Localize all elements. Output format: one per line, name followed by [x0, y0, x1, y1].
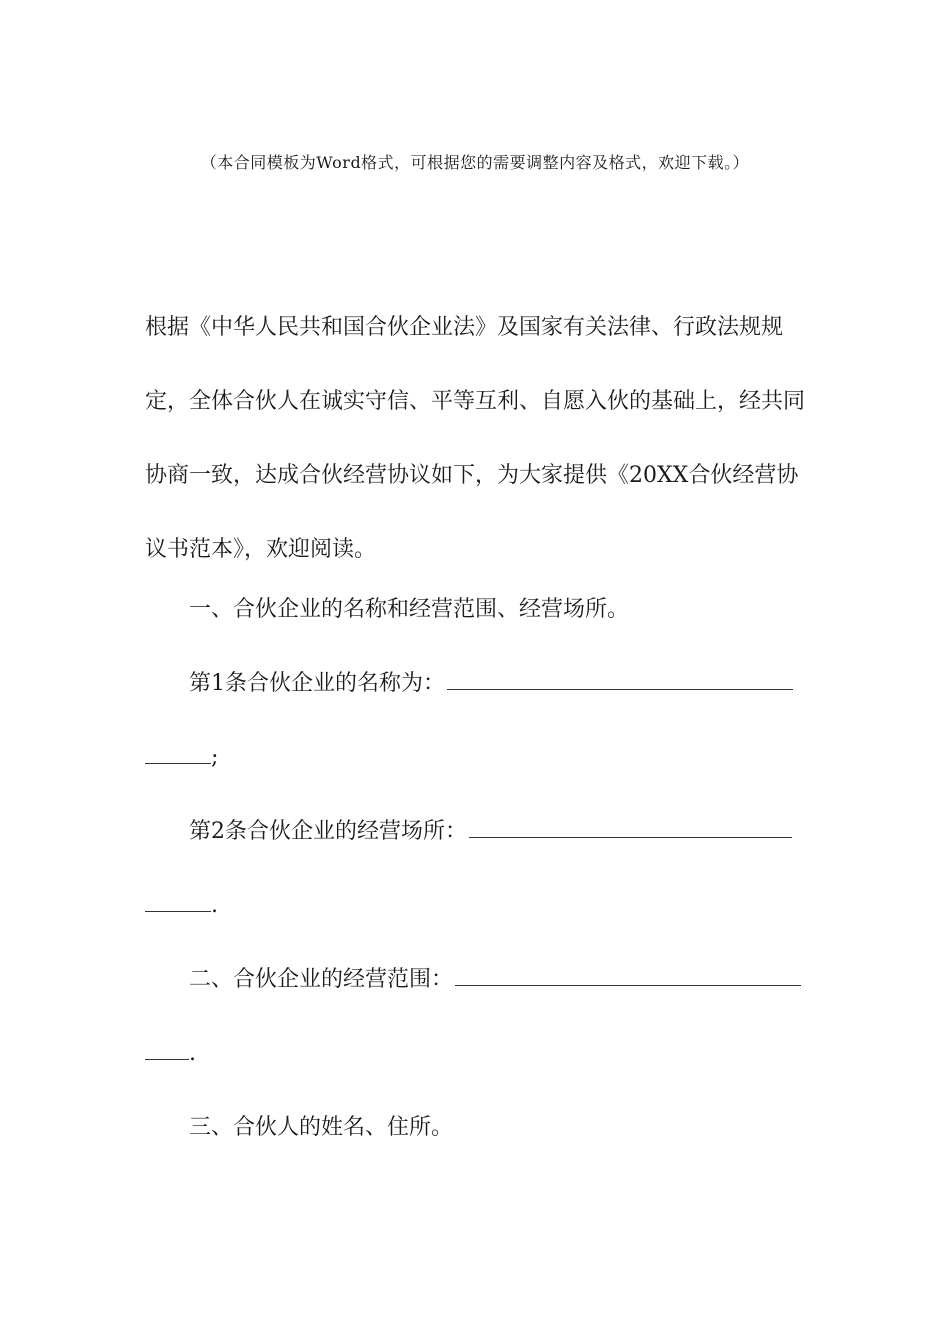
section-1-heading: [145, 590, 849, 630]
article-1-blank-cont[interactable]: [145, 739, 211, 764]
article-1-end: ;: [211, 745, 219, 770]
intro-paragraph: 根据《中华人民共和国合伙企业法》及国家有关法律、行政法规规定，全体合伙人在诚实守信、平等互利、自愿入伙的基础上，经共同协商一致，达成合伙经营协议如下，为大家提供《20XX合伙经营协议书范本》，欢迎阅读。: [145, 315, 806, 562]
article-2-continuation: [145, 886, 805, 926]
article-2-label: 第2条合伙企业的经营场所：: [189, 819, 467, 844]
template-note: （本合同模板为Word格式，可根据您的需要调整内容及格式，欢迎下载。）: [200, 153, 750, 172]
article-2-line: [145, 812, 849, 852]
article-1-line: [145, 664, 849, 704]
section-3-heading: [145, 1108, 849, 1148]
section-2-label: 二、合伙企业的经营范围：: [189, 967, 454, 992]
section-2-blank-cont[interactable]: [145, 1035, 189, 1060]
section-1-text: 一、合伙企业的名称和经营范围、经营场所。: [189, 597, 630, 622]
section-2-continuation: [145, 1034, 805, 1074]
article-2-blank[interactable]: [469, 813, 792, 838]
section-2-blank[interactable]: [455, 961, 801, 986]
article-2-end: .: [211, 893, 218, 918]
article-1-continuation: [145, 738, 805, 778]
article-1-label: 第1条合伙企业的名称为：: [189, 671, 445, 696]
section-3-text: 三、合伙人的姓名、住所。: [189, 1115, 454, 1140]
article-2-blank-cont[interactable]: [145, 887, 211, 912]
section-2-end: .: [189, 1041, 196, 1066]
section-2-line: [145, 960, 849, 1000]
article-1-blank[interactable]: [447, 665, 793, 690]
